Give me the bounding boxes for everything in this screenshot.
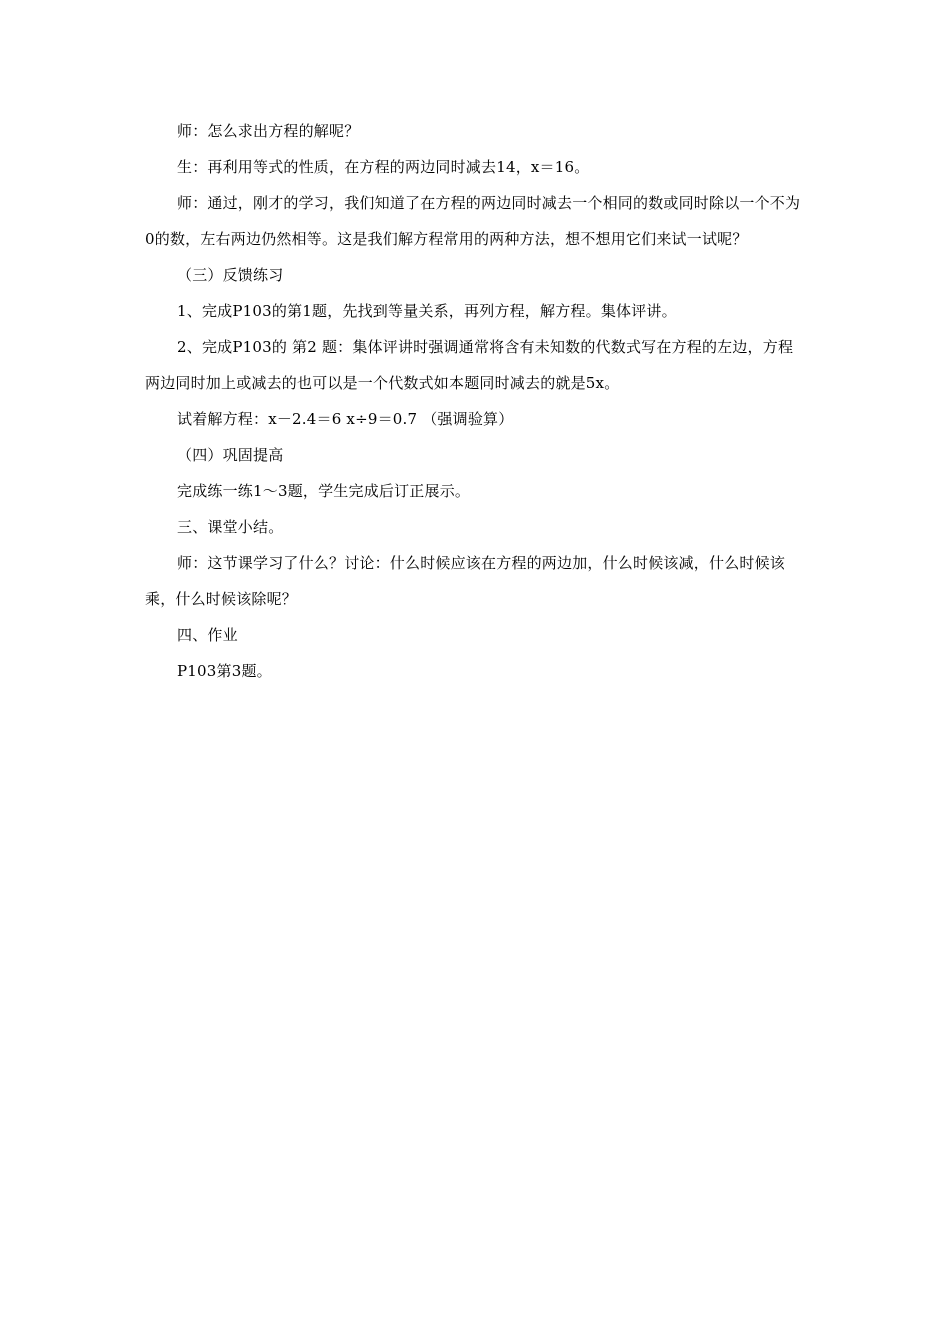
section-heading-class-summary: 三、课堂小结。 bbox=[177, 518, 284, 536]
paragraph-teacher-question: 师：怎么求出方程的解呢？ bbox=[177, 122, 360, 140]
section-heading-feedback-practice: （三）反馈练习 bbox=[177, 266, 284, 284]
paragraph-homework-task: P103第3题。 bbox=[177, 662, 272, 680]
paragraph-student-answer: 生：再利用等式的性质，在方程的两边同时减去14，x＝16。 bbox=[177, 158, 590, 176]
paragraph-practice-task: 完成练一练1～3题，学生完成后订正展示。 bbox=[177, 482, 471, 500]
paragraph-exercise-2: 2、完成P103的 第2 题：集体评讲时强调通常将含有未知数的代数式写在方程的左边，方程两边同时加上或减去的也可以是一个代数式如本题同时减去的就是5x。 bbox=[145, 338, 794, 392]
document-body bbox=[145, 113, 807, 689]
section-heading-consolidation: （四）巩固提高 bbox=[177, 446, 284, 464]
paragraph-teacher-summary: 师：通过，刚才的学习，我们知道了在方程的两边同时减去一个相同的数或同时除以一个不为0的数，左右两边仍然相等。这是我们解方程常用的两种方法，想不想用它们来试一试呢？ bbox=[145, 194, 801, 248]
section-heading-homework: 四、作业 bbox=[177, 626, 238, 644]
paragraph-exercise-1: 1、完成P103的第1题，先找到等量关系，再列方程，解方程。集体评讲。 bbox=[177, 302, 677, 320]
paragraph-try-equations: 试着解方程：x－2.4＝6 x÷9＝0.7 （强调验算） bbox=[177, 410, 514, 428]
paragraph-teacher-discussion: 师：这节课学习了什么？讨论：什么时候应该在方程的两边加，什么时候该减，什么时候该乘，什么时候该除呢？ bbox=[145, 554, 786, 608]
